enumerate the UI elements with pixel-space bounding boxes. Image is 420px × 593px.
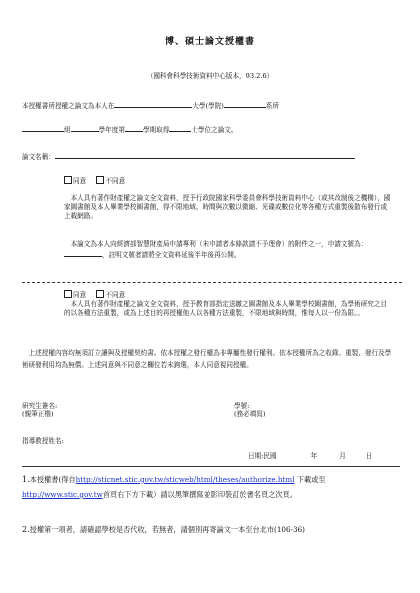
option1-checkboxes: 同意 不同意 (64, 176, 125, 186)
author-name-blank (114, 100, 192, 108)
thesis-name-line: 論文名稱： (22, 151, 355, 162)
semester-blank (125, 124, 143, 132)
disagree-checkbox-2[interactable] (96, 290, 104, 298)
authorize-form-link[interactable]: http://sticnet.stic.gov.tw/sticweb/html/theses/authorize.html (75, 475, 295, 484)
author-signature-note: (親筆正楷) (22, 410, 54, 418)
authorizer-line-2: 組 學年度第 學期取得 士學位之論文。 (22, 124, 238, 135)
agree-checkbox-2[interactable] (64, 290, 72, 298)
option2-checkboxes: 同意 不同意 (64, 290, 125, 300)
note-2: 2.授權第一項者，請確認學校是否代收，若無者，請個別再寄論文一本至台北市(106-36) (22, 525, 305, 534)
authorizer-line-1: 本授權書所授權之論文為本人在 大學(學院) 系所 (22, 102, 280, 110)
student-id-label: 學號: (234, 402, 250, 410)
document-title: 博、碩士論文授權書 (164, 37, 255, 47)
option1-paragraph-1: 本人具有著作財產權之論文全文資料，授予行政院國家科學委員會科學技術資料中心（或其改制後之機構），國家圖書館及本人畢業學校圖書館，得不限地域、時間與次數以微縮、光碟或數位化等各種方式重製後散布發行或上載網路。 (64, 194, 391, 220)
patent-number-blank (64, 249, 102, 257)
version-note: （國科會科學技術資料中心版本，93.2.6） (146, 72, 274, 80)
degree-blank (169, 124, 191, 132)
stic-home-link[interactable]: http://www.stic.gov.tw (22, 490, 103, 499)
option2-paragraph: 本人具有著作財產權之論文全文資料，授予教育部指定送繳之圖書館及本人畢業學校圖書館，為學術研究之目的以各種方法重製，或為上述目的再授權他人以各種方法重製，不限地域與時間，惟每人以一份為限。。 (64, 300, 388, 317)
disagree-checkbox-1[interactable] (96, 176, 104, 184)
date-line: 日期:民國 年 月 日 (248, 452, 373, 460)
year-blank (71, 124, 99, 132)
closing-paragraph: 上述授權內容均無須訂立讓與及授權契約書。依本授權之發行權為非專屬性發行權利。依本授權所為之收錄、重製、發行及學術研發利用均為無償。上述同意與不同意之欄位若未鉤選，本人同意視同授權。 (22, 349, 392, 369)
option1-paragraph-2: 本論文為本人向經濟部智慧財產局申請專利（未申請者本條款請不予理會）的附件之一，申請文號為：，註明文號者請將全文資料延後半年後再公開。 (64, 240, 392, 260)
advisor-name-label: 指導教授姓名: (22, 437, 64, 445)
note-1: 1.本授權書(得自http://sticnet.stic.gov.tw/sticweb/html/theses/authorize.html 下載或至http://www.stic.gov.tw首頁右下方下載）請以黑筆撰寫並影印裝訂於書名頁之次頁。 (22, 475, 326, 499)
thesis-name-blank (55, 151, 355, 159)
agree-checkbox-1[interactable] (64, 176, 72, 184)
author-signature-label: 研究生簽名: (22, 402, 58, 410)
college-blank (224, 100, 266, 108)
student-id-note: (務必填寫) (234, 410, 266, 418)
section-divider (22, 282, 402, 283)
group-blank (22, 124, 64, 132)
notes-divider (22, 466, 400, 467)
